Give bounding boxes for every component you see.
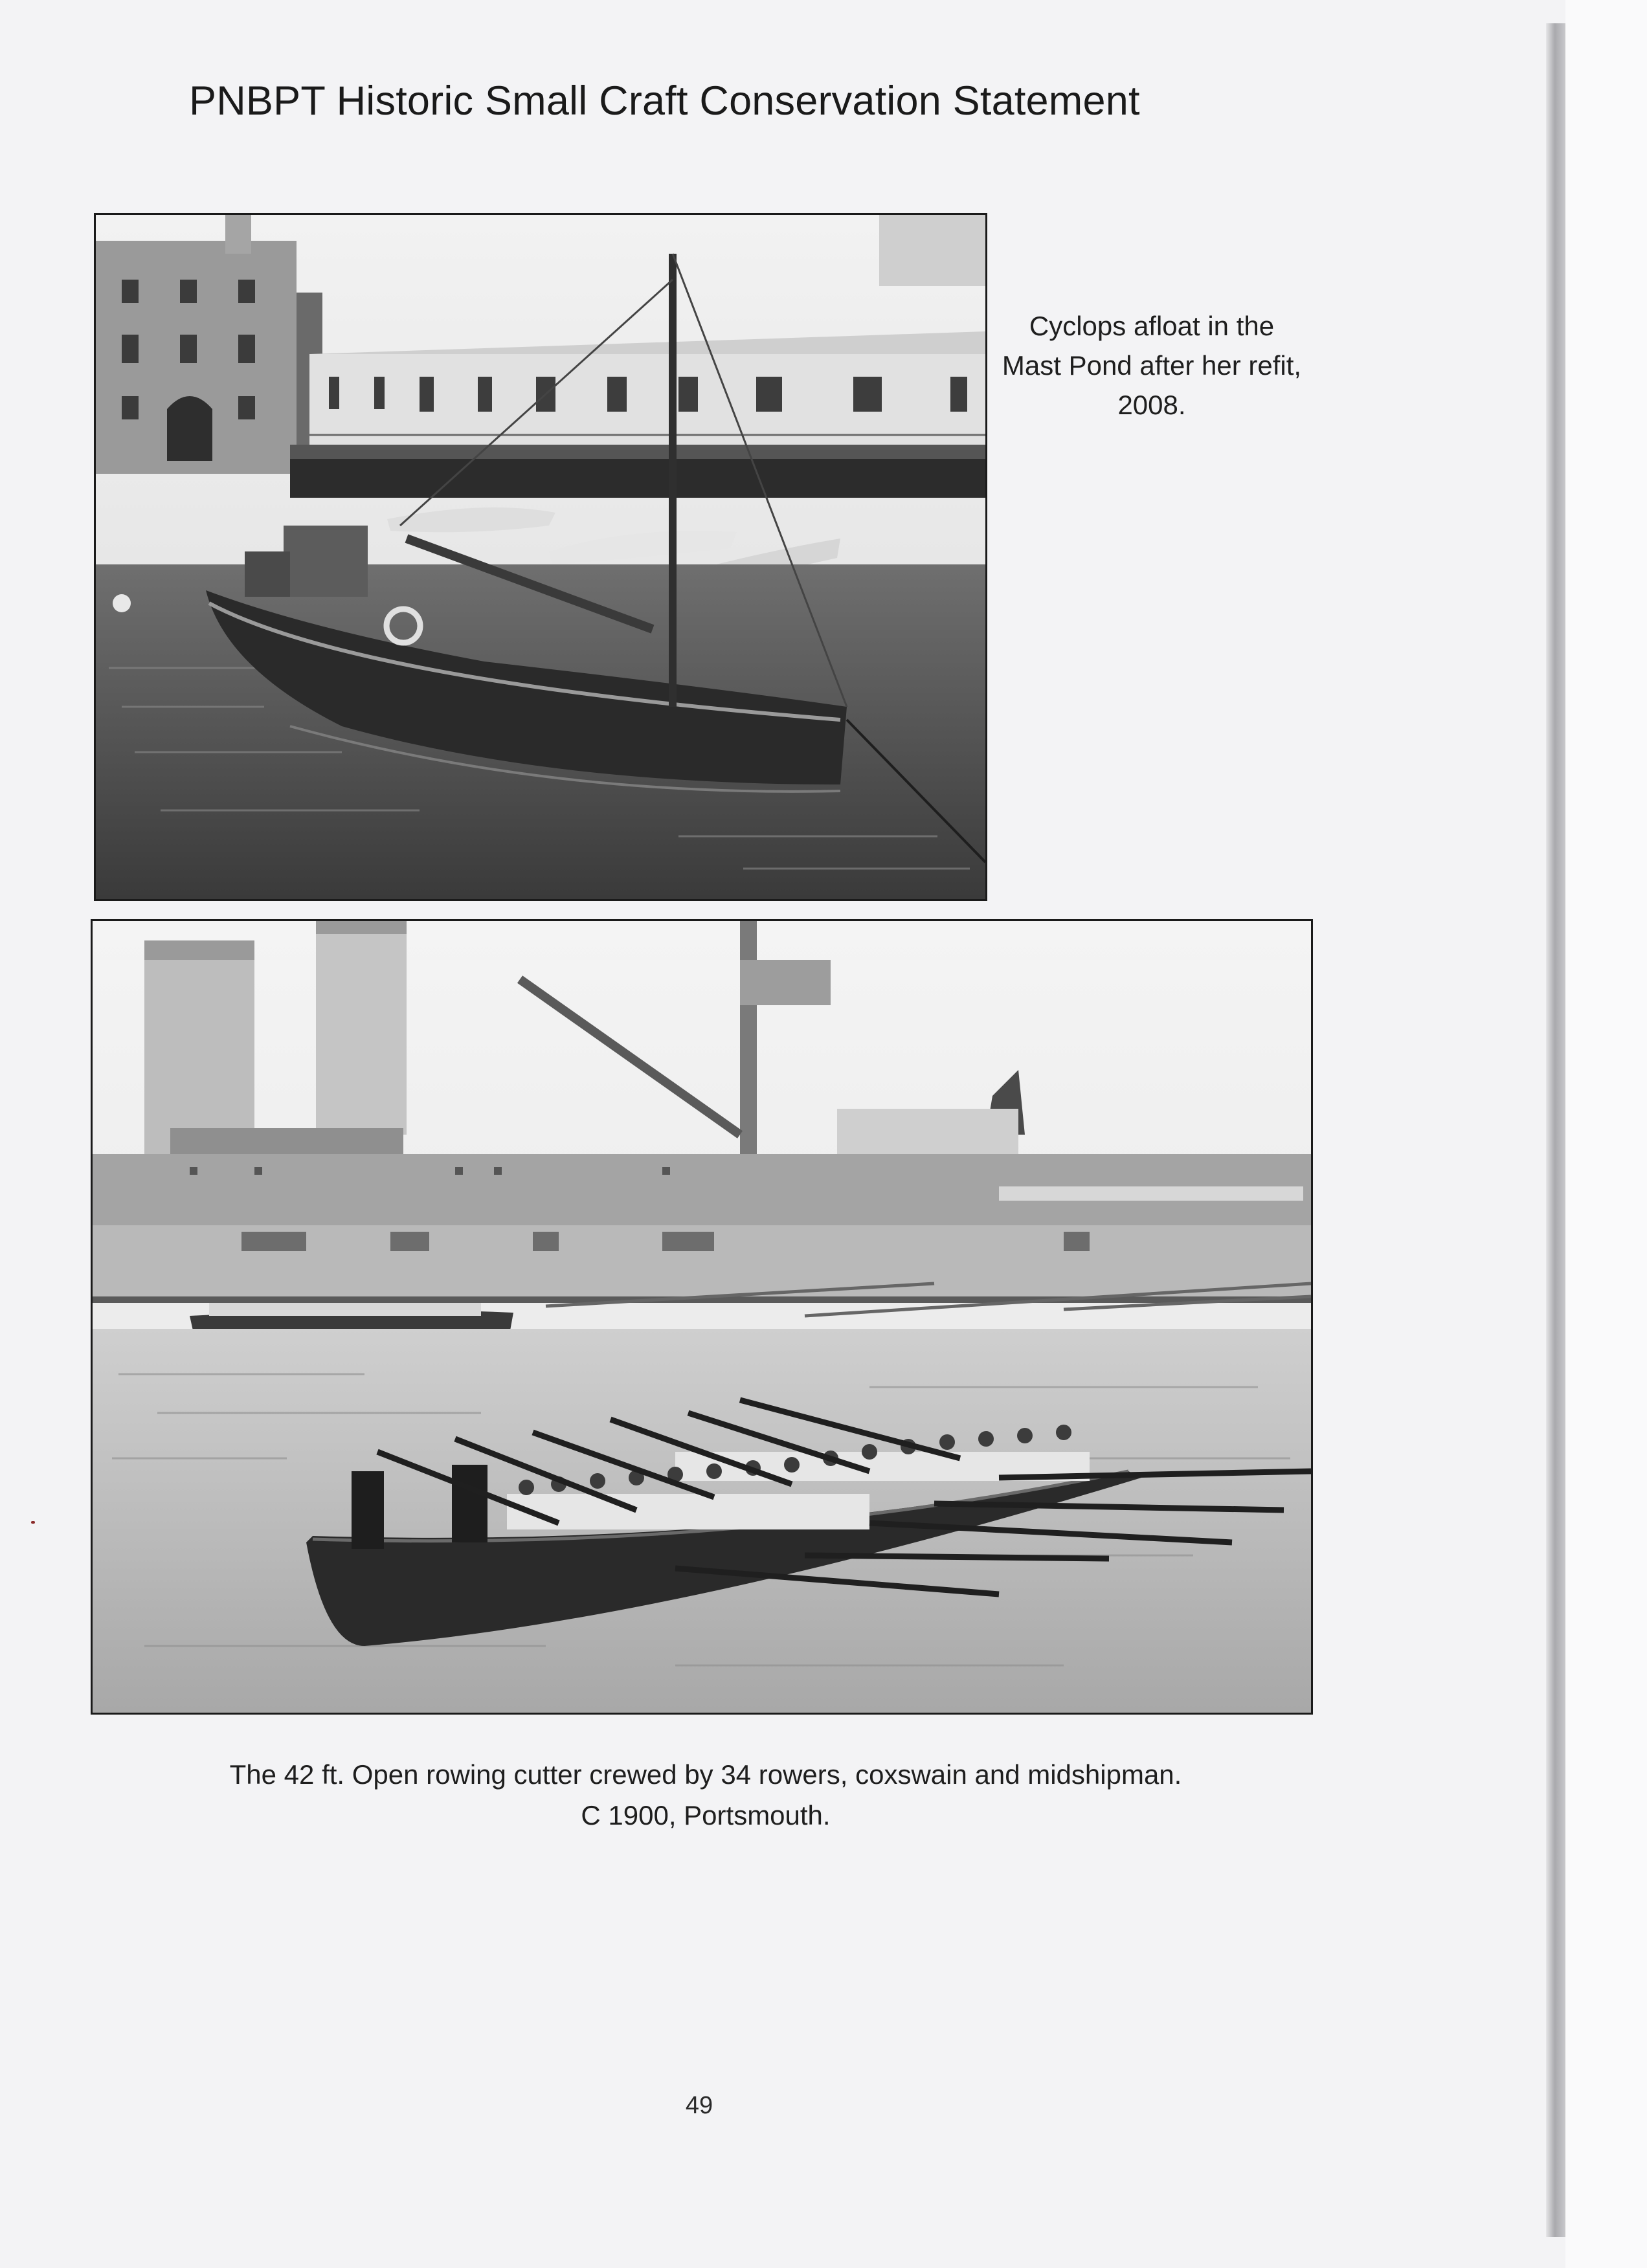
cyclops-photo-image [96,215,985,899]
cyclops-photo [94,213,987,901]
caption-line-2: C 1900, Portsmouth. [581,1800,831,1830]
rowing-cutter-photo-caption [129,1754,1282,1836]
page-number: 49 [685,2092,713,2119]
scan-margin [1565,0,1647,2268]
cyclops-photo-caption: Cyclops afloat in the Mast Pond after her refit, 2008. [1002,311,1302,420]
scan-speck [31,1521,35,1524]
scan-page-edge-shadow [1546,23,1565,2237]
rowing-cutter-photo-image [93,921,1311,1713]
caption-line-1: The 42 ft. Open rowing cutter crewed by 34 rowers, coxswain and midshipman. [229,1759,1182,1790]
document-header: PNBPT Historic Small Craft Conservation Statement [189,78,1140,124]
rowing-cutter-photo [91,919,1313,1715]
